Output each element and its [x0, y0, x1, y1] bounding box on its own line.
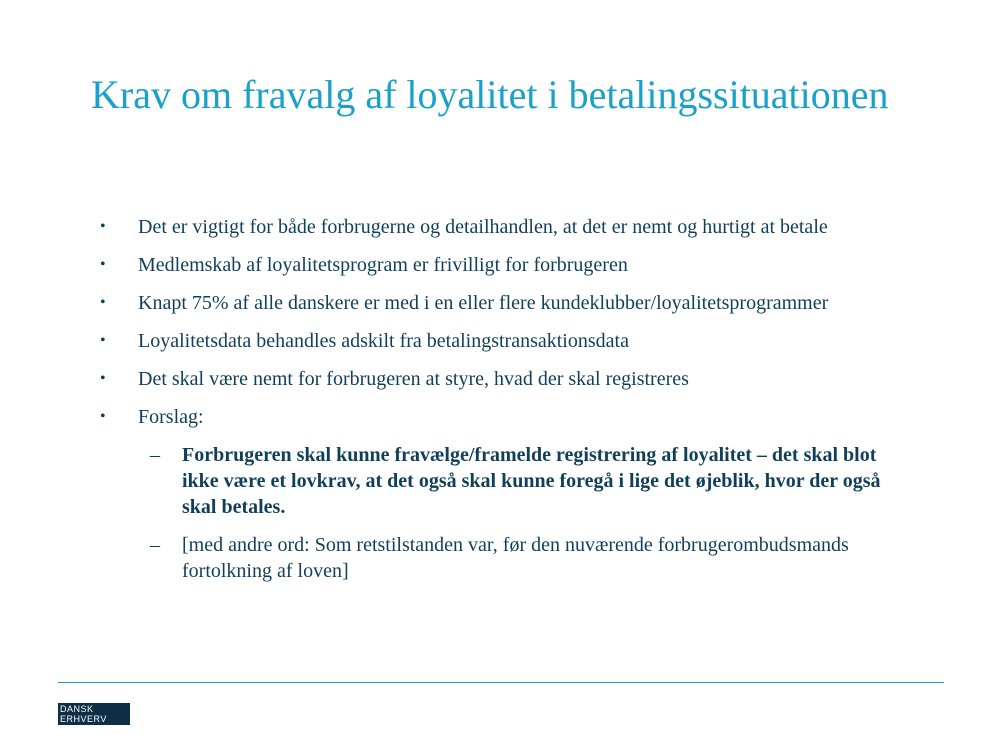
dash-marker: – [150, 444, 160, 466]
bullet-item-forslag [96, 404, 916, 584]
bullet-text: Medlemskab af loyalitetsprogram er frivilligt for forbrugeren [138, 254, 628, 276]
bullet-text: Det er vigtigt for både forbrugerne og detailhandlen, at det er nemt og hurtigt at betale [138, 216, 828, 238]
bullet-item [96, 290, 916, 316]
bullet-text: Knapt 75% af alle danskere er med i en eller flere kundeklubber/loyalitetsprogrammer [138, 292, 829, 314]
bullet-marker: • [100, 332, 106, 349]
sub-item [138, 442, 916, 520]
bullet-list [96, 214, 916, 596]
bullet-marker: • [100, 294, 106, 311]
sub-item-text: Forbrugeren skal kunne fravælge/framelde registrering af loyalitet – det skal blot ikke være et lovkrav, at det også skal kunne foregå i lige det øjeblik, hvor der også skal betales. [182, 444, 881, 518]
logo-line-2: ERHVERV [60, 714, 107, 724]
bullet-marker: • [100, 256, 106, 273]
sub-item-text: [med andre ord: Som retstilstanden var, før den nuværende forbrugerombudsmands fortolkning af loven] [182, 534, 849, 582]
bullet-marker: • [100, 370, 106, 387]
bullet-text: Det skal være nemt for forbrugeren at styre, hvad der skal registreres [138, 368, 689, 390]
sub-list [138, 442, 916, 584]
footer-divider [58, 682, 944, 683]
bullet-item [96, 328, 916, 354]
logo-line-1: DANSK [60, 704, 94, 714]
bullet-item [96, 252, 916, 278]
bullet-text: Forslag: [138, 406, 204, 428]
bullet-item [96, 214, 916, 240]
bullet-marker: • [100, 218, 106, 235]
dash-marker: – [150, 534, 160, 556]
bullet-item [96, 366, 916, 392]
bullet-text: Loyalitetsdata behandles adskilt fra betalingstransaktionsdata [138, 330, 629, 352]
slide-title: Krav om fravalg af loyalitet i betalingssituationen [91, 72, 889, 117]
dansk-erhverv-logo [58, 703, 130, 725]
sub-item [138, 532, 916, 584]
bullet-marker: • [100, 408, 106, 425]
